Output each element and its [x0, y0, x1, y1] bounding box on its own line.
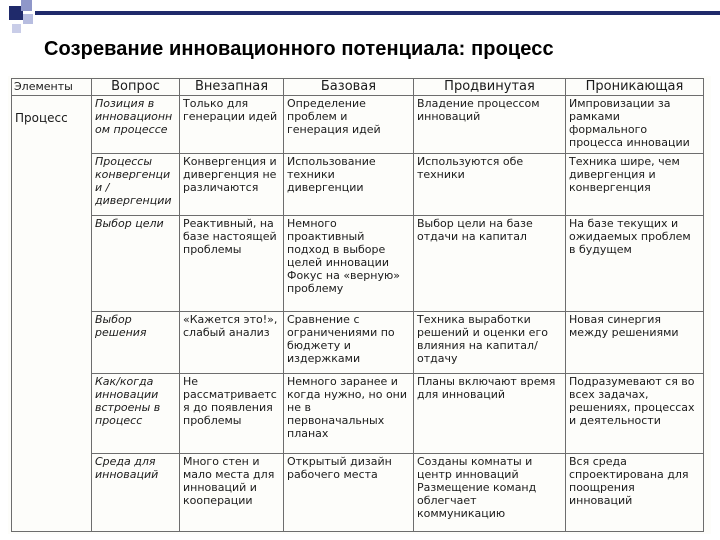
table-cell: Позиция в инновационном процессе: [92, 96, 180, 154]
table-cell: Только для генерации идей: [180, 96, 284, 154]
table-cell: Выбор цели: [92, 216, 180, 312]
slide-title: Созревание инновационного потенциала: процесс: [44, 38, 554, 60]
table-cell: Много стен и мало места для инноваций и кооперации: [180, 454, 284, 532]
table-cell: Открытый дизайн рабочего места: [284, 454, 414, 532]
table-row: [12, 216, 704, 312]
header-advanced: Продвинутая: [414, 79, 566, 96]
table-cell: «Кажется это!», слабый анализ: [180, 312, 284, 374]
header-row: [12, 79, 704, 96]
table-row: [12, 96, 704, 154]
table-row: [12, 374, 704, 454]
header-penetrating: Проникающая: [566, 79, 704, 96]
table-cell: Конвергенция и дивергенция не различаются: [180, 154, 284, 216]
table-cell: Владение процессом инноваций: [414, 96, 566, 154]
table-cell: Немного проактивный подход в выборе целей инновации Фокус на «верную» проблему: [284, 216, 414, 312]
table-cell: Подразумевают ся во всех задачах, решениях, процессах и деятельности: [566, 374, 704, 454]
title-rule: [35, 11, 720, 15]
table-cell: Используются обе техники: [414, 154, 566, 216]
table-cell: Вся среда спроектирована для поощрения инноваций: [566, 454, 704, 532]
table-cell: Созданы комнаты и центр инноваций Размещение команд облегчает коммуникацию: [414, 454, 566, 532]
table-cell: Техника выработки решений и оценки его влияния на капитал/отдачу: [414, 312, 566, 374]
table-row: [12, 154, 704, 216]
table-cell: Сравнение с ограничениями по бюджету и издержками: [284, 312, 414, 374]
table-cell: Среда для инноваций: [92, 454, 180, 532]
deco-square-3: [23, 14, 33, 24]
table-cell: Немного заранее и когда нужно, но они не в первоначальных планах: [284, 374, 414, 454]
table-cell: На базе текущих и ожидаемых проблем в будущем: [566, 216, 704, 312]
table-cell: Техника шире, чем дивергенция и конвергенция: [566, 154, 704, 216]
table-cell: Импровизации за рамками формального процесса инновации: [566, 96, 704, 154]
deco-square-4: [12, 24, 21, 33]
table-cell: Использование техники дивергенции: [284, 154, 414, 216]
deco-square-2: [21, 0, 32, 11]
maturity-table: [11, 78, 704, 532]
table-cell: Выбор цели на базе отдачи на капитал: [414, 216, 566, 312]
table-cell: Определение проблем и генерация идей: [284, 96, 414, 154]
header-elements: Элементы: [12, 79, 92, 96]
table-cell: Новая синергия между решениями: [566, 312, 704, 374]
table-cell: Планы включают время для инноваций: [414, 374, 566, 454]
table-row: [12, 312, 704, 374]
table-row: [12, 454, 704, 532]
table-cell: Процессы конвергенции / дивергенции: [92, 154, 180, 216]
header-question: Вопрос: [92, 79, 180, 96]
header-basic: Базовая: [284, 79, 414, 96]
table-cell: Выбор решения: [92, 312, 180, 374]
table-cell: Не рассматривается до появления проблемы: [180, 374, 284, 454]
table-cell: Реактивный, на базе настоящей проблемы: [180, 216, 284, 312]
title-decoration: [0, 0, 720, 40]
header-sudden: Внезапная: [180, 79, 284, 96]
table-cell: Как/когда инновации встроены в процесс: [92, 374, 180, 454]
process-label: Процесс: [12, 96, 92, 532]
